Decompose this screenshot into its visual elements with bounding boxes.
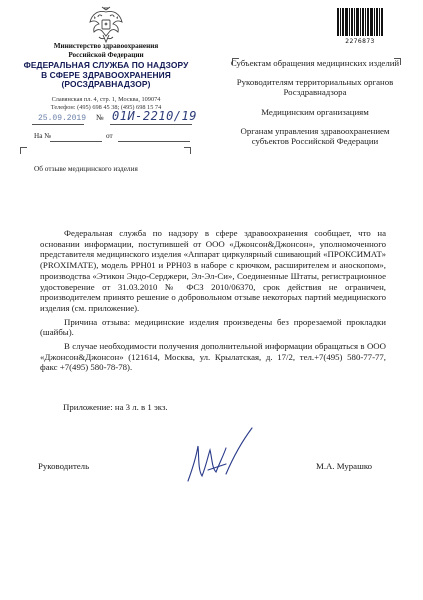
reference-date-underline — [118, 141, 190, 142]
recipient-item: Субъектам обращения медицинских изделий — [230, 58, 400, 68]
letter-subject: Об отзыве медицинского изделия — [34, 164, 138, 173]
coat-of-arms-emblem — [88, 6, 124, 44]
subject-corner-right — [184, 147, 191, 154]
body-paragraph: В случае необходимости получения дополнительной информации обращаться в ООО «Джонсон&Джонсон» (121614, Москва, ул. Крылатская, д. 17/2, тел.+7(495) 580-77-77, факс +7(495) 580-78-78). — [40, 341, 386, 373]
registration-number: 01И-2210/19 — [112, 109, 197, 123]
recipient-item: Органам управления здравоохранением субъектов Российской Федерации — [240, 125, 390, 147]
signatory-name: М.А. Мурашко — [316, 461, 373, 471]
recipient-item: Руководителям территориальных органов Росздравнадзора — [236, 77, 394, 98]
reference-number-underline — [50, 141, 102, 142]
barcode — [337, 8, 383, 36]
recipient-item: Медицинским организациям — [261, 106, 369, 117]
number-label: № — [96, 113, 104, 122]
reference-line — [34, 132, 194, 144]
recipients-block — [230, 58, 400, 155]
subject-corner-left — [20, 147, 27, 154]
reference-number-label: На № — [34, 132, 52, 140]
attachment-note: Приложение: на 3 л. в 1 экз. — [63, 402, 168, 412]
agency-name: ФЕДЕРАЛЬНАЯ СЛУЖБА ПО НАДЗОРУ В СФЕРЕ ЗДРАВООХРАНЕНИЯ (РОСЗДРАВНАДЗОР) — [23, 60, 189, 90]
agency-address: Славянская пл. 4, стр. 1, Москва, 109074 Телефон: (495) 698 45 38; (495) 698 15 74 — [50, 96, 162, 111]
handwritten-signature — [168, 426, 268, 488]
body-paragraph: Федеральная служба по надзору в сфере здравоохранения сообщает, что на основании информации, поступившей от ООО «Джонсон&Джонсон», уполномоченного представителя медицинского изделия «Аппарат циркулярный сшивающий «ПРОКСИМАТ» (PROXIMATE), модель PPH01 и PPH03 в наборе с крючком, расширителем и аноскопом», производства «Этикон Эндо-Серджери, Эл-Эл-Си», Соединенные Штаты, регистрационное удостоверение от 31.03.2010 № ФСЗ 2010/06370, срок действия не ограничен, производителем принято решение о добровольном отзыве некоторых партий медицинского изделия (см. приложение). — [40, 228, 386, 313]
signatory-role: Руководитель — [38, 461, 90, 471]
registration-line — [32, 109, 202, 128]
body-paragraph: Причина отзыва: медицинские изделия произведены без прорезаемой прокладки (шайбы). — [40, 316, 386, 338]
date-underline — [32, 124, 84, 125]
reference-date-label: от — [106, 132, 113, 140]
barcode-number: 2276873 — [345, 38, 375, 45]
registration-date: 25.09.2019 — [38, 114, 87, 123]
letter-body — [40, 228, 386, 376]
ministry-name: Министерство здравоохранения Российской Федерации — [53, 42, 159, 59]
number-underline — [110, 124, 192, 125]
